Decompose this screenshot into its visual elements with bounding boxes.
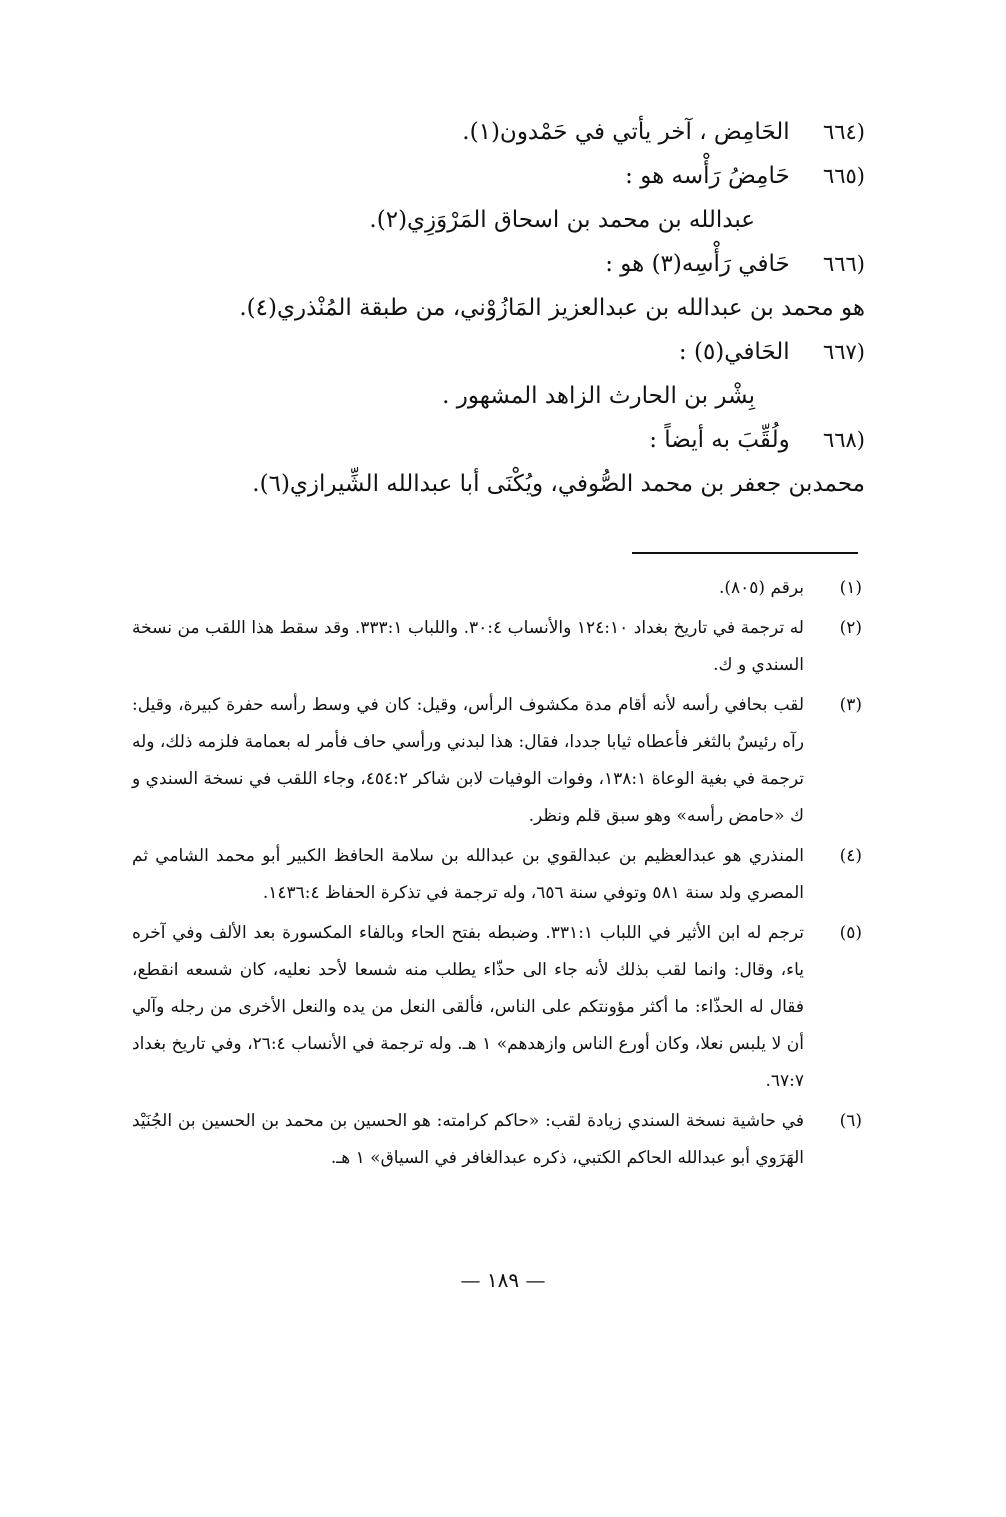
footnote-text: برقم (٨٠٥).: [718, 578, 804, 598]
footnote-number: (٢): [839, 618, 862, 638]
footnote-4: [132, 838, 862, 912]
entry-668: [120, 418, 865, 462]
footnote-2: [132, 610, 862, 684]
page-number: — ١٨٩ —: [460, 1268, 546, 1292]
entry-number: (٦٦٨: [822, 428, 865, 452]
footnote-number: (٦): [839, 1111, 862, 1131]
footnote-6: [132, 1103, 862, 1177]
entry-number: (٦٦٧: [822, 340, 865, 364]
entry-title: الحَامِض ، آخر يأتي في حَمْدون(١).: [462, 119, 790, 145]
entry-title: الحَافي(٥) :: [678, 339, 790, 365]
entry-title: ولُقِّبَ به أيضاً :: [649, 427, 790, 453]
footnote-number: (١): [839, 578, 862, 598]
entry-number: (٦٦٦: [822, 252, 865, 276]
footnote-text: في حاشية نسخة السندي زيادة لقب: «حاكم كرامته: هو الحسين بن محمد بن الحسين بن الجُنَيْد الهَرَوي أبو عبدالله الحاكم الكتبي، ذكره عبدالغافر في السياق» ١ هـ.: [132, 1111, 804, 1168]
footnote-3: [132, 687, 862, 835]
entry-666: [120, 242, 865, 286]
footnote-5: [132, 915, 862, 1100]
entry-667-detail: بِشْر بن الحارث الزاهد المشهور .: [442, 383, 755, 409]
entry-number: (٦٦٥: [822, 164, 865, 188]
footnote-text: المنذري هو عبدالعظيم بن عبدالقوي بن عبدالله بن سلامة الحافظ الكبير أبو محمد الشامي ثم المصري ولد سنة ٥٨١ وتوفي سنة ٦٥٦، وله ترجمة في تذكرة الحفاظ ١٤٣٦:٤.: [132, 846, 804, 903]
entry-666-detail: هو محمد بن عبدالله بن عبدالعزيز المَازُوْني، من طبقة المُنْذري(٤).: [239, 295, 865, 321]
entry-664: [120, 110, 865, 154]
footnote-number: (٥): [839, 923, 862, 943]
entry-668-detail: محمدبن جعفر بن محمد الصُّوفي، ويُكْنَى أبا عبدالله الشِّيرازي(٦).: [252, 471, 865, 497]
entry-665: [120, 154, 865, 198]
entry-number: (٦٦٤: [822, 120, 865, 144]
entry-title: حَافي رَأْسِه(٣) هو :: [605, 251, 790, 277]
entries-list: [120, 110, 865, 506]
entry-665-detail: عبدالله بن محمد بن اسحاق المَرْوَزِي(٢).: [369, 207, 755, 233]
entry-title: حَامِضُ رَأْسه هو :: [625, 163, 790, 189]
footnote-text: ترجم له ابن الأثير في اللباب ٣٣١:١. وضبطه بفتح الحاء وبالفاء المكسورة بعد الألف وفي آخره ياء، وقال: وانما لقب بذلك لأنه جاء الى حذّاء يطلب منه شسعا لأحد نعليه، كان شسعه انقطع، فقال له الحذّاء: ما أكثر مؤونتكم على الناس، فألقى النعل من يده والنعل الأخرى من رجله وآلي أن لا يلبس نعلا، وكان أورع الناس وازهدهم» ١ هـ. وله ترجمة في الأنساب ٢٦:٤، وفي تاريخ بغداد ٦٧:٧.: [132, 923, 804, 1091]
footnotes-list: [132, 570, 862, 1180]
footnote-1: [132, 570, 862, 607]
footnote-number: (٣): [839, 695, 862, 715]
footnote-divider: [632, 552, 858, 554]
footnote-text: له ترجمة في تاريخ بغداد ١٢٤:١٠ والأنساب ٣٠:٤. واللباب ٣٣٣:١. وقد سقط هذا اللقب من نسخة السندي و ك.: [132, 618, 804, 675]
entry-667: [120, 330, 865, 374]
footnote-number: (٤): [839, 846, 862, 866]
footnote-text: لقب بحافي رأسه لأنه أقام مدة مكشوف الرأس، وقيل: كان في وسط رأسه حفرة كبيرة، وقيل: رآه رئيسٌ بالثغر فأعطاه ثيابا جددا، فقال: هذا لبدني ورأسي حاف فأمر له بعمامة فلزمه ذلك، وله ترجمة في بغية الوعاة ١٣٨:١، وفوات الوفيات لابن شاكر ٤٥٤:٢، وجاء اللقب في نسخة السندي و ك «حامض رأسه» وهو سبق قلم ونظر.: [132, 695, 804, 826]
